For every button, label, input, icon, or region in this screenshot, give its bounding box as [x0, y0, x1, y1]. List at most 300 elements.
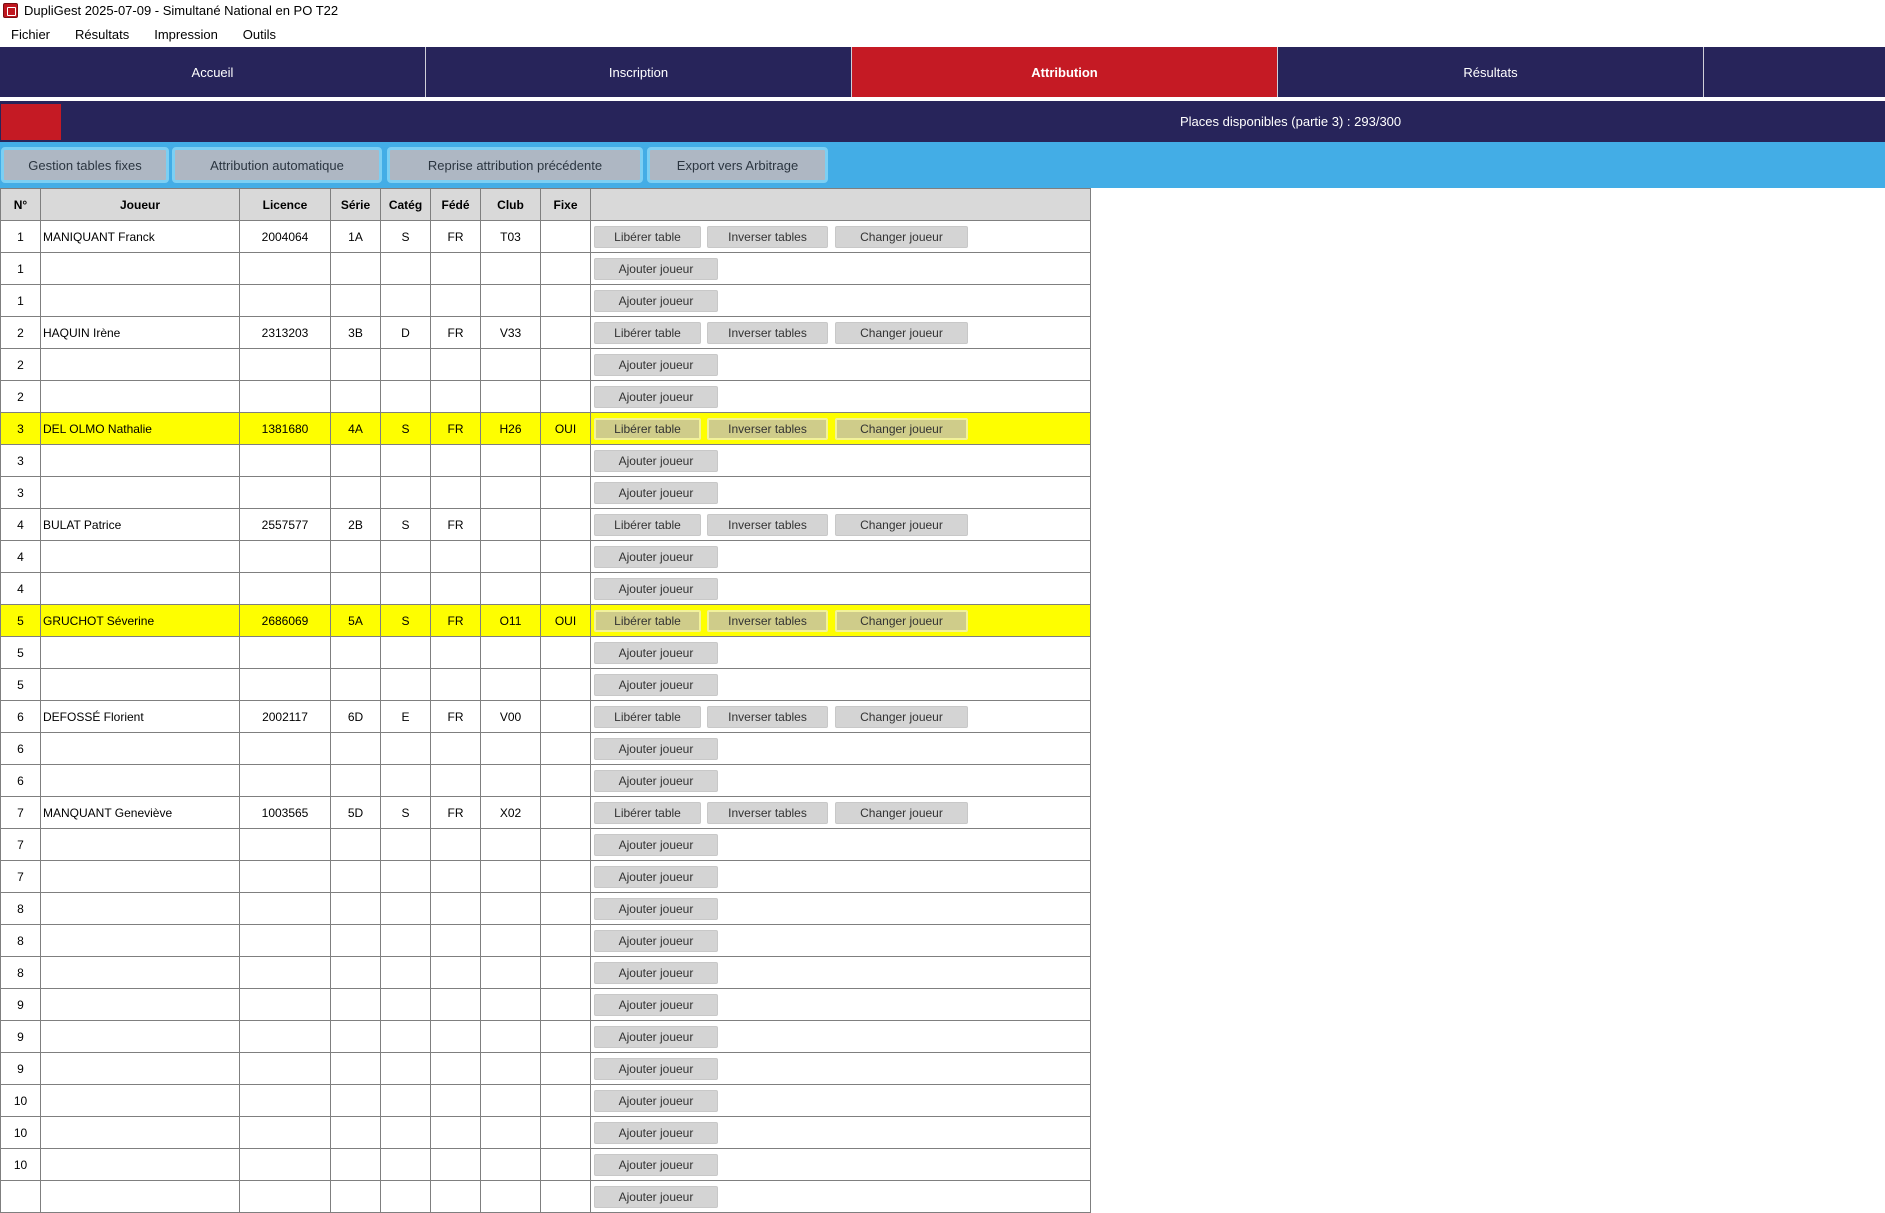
cell-club	[481, 957, 541, 989]
col-header-club[interactable]: Club	[481, 189, 541, 221]
ajouter-joueur-button[interactable]: Ajouter joueur	[594, 482, 718, 504]
cell-joueur: GRUCHOT Séverine	[41, 605, 240, 637]
menu-fichier[interactable]: Fichier	[11, 27, 51, 42]
cell-club	[481, 637, 541, 669]
col-header-fixe[interactable]: Fixe	[541, 189, 591, 221]
cell-categ	[381, 669, 431, 701]
cell-fede	[431, 669, 481, 701]
ajouter-joueur-button[interactable]: Ajouter joueur	[594, 354, 718, 376]
cell-fede	[431, 381, 481, 413]
cell-fede	[431, 861, 481, 893]
inverser-tables-button[interactable]: Inverser tables	[707, 610, 828, 632]
cell-num: 6	[1, 701, 41, 733]
cell-fixe	[541, 701, 591, 733]
cell-fede	[431, 829, 481, 861]
cell-joueur: MANIQUANT Franck	[41, 221, 240, 253]
cell-actions	[591, 605, 1091, 637]
liberer-table-button[interactable]: Libérer table	[594, 802, 701, 824]
col-header-actions	[591, 189, 1091, 221]
cell-licence	[240, 861, 331, 893]
ajouter-joueur-button[interactable]: Ajouter joueur	[594, 258, 718, 280]
table-row[interactable]	[1, 989, 1091, 1021]
cell-fede	[431, 1181, 481, 1213]
cell-actions	[591, 1053, 1091, 1085]
col-header-joueur[interactable]: Joueur	[41, 189, 240, 221]
cell-licence	[240, 637, 331, 669]
cell-fede	[431, 925, 481, 957]
cell-num: 3	[1, 445, 41, 477]
cell-num: 10	[1, 1085, 41, 1117]
cell-categ	[381, 861, 431, 893]
table-row[interactable]	[1, 413, 1091, 445]
cell-joueur	[41, 925, 240, 957]
cell-club	[481, 1149, 541, 1181]
cell-club	[481, 861, 541, 893]
cell-joueur	[41, 1181, 240, 1213]
cell-club: O11	[481, 605, 541, 637]
cell-club	[481, 669, 541, 701]
cell-actions	[591, 541, 1091, 573]
cell-joueur	[41, 765, 240, 797]
changer-joueur-button[interactable]: Changer joueur	[835, 418, 968, 440]
cell-num: 1	[1, 221, 41, 253]
cell-actions	[591, 381, 1091, 413]
cell-serie: 1A	[331, 221, 381, 253]
attribution-automatique-button[interactable]: Attribution automatique	[172, 147, 382, 183]
cell-licence	[240, 733, 331, 765]
main-tabs	[0, 47, 1885, 97]
cell-categ	[381, 1149, 431, 1181]
ajouter-joueur-button[interactable]: Ajouter joueur	[594, 386, 718, 408]
inverser-tables-button[interactable]: Inverser tables	[707, 706, 828, 728]
cell-actions	[591, 829, 1091, 861]
cell-joueur	[41, 541, 240, 573]
cell-num: 9	[1, 989, 41, 1021]
changer-joueur-button[interactable]: Changer joueur	[835, 226, 968, 248]
cell-serie	[331, 1149, 381, 1181]
inverser-tables-button[interactable]: Inverser tables	[707, 322, 828, 344]
cell-licence: 2002117	[240, 701, 331, 733]
cell-joueur	[41, 669, 240, 701]
cell-fede: FR	[431, 701, 481, 733]
cell-club: V00	[481, 701, 541, 733]
cell-num: 3	[1, 477, 41, 509]
cell-num: 10	[1, 1149, 41, 1181]
cell-club	[481, 733, 541, 765]
ajouter-joueur-button[interactable]: Ajouter joueur	[594, 674, 718, 696]
table-row[interactable]	[1, 509, 1091, 541]
ajouter-joueur-button[interactable]: Ajouter joueur	[594, 450, 718, 472]
cell-fede: FR	[431, 413, 481, 445]
cell-actions	[591, 925, 1091, 957]
cell-fixe	[541, 253, 591, 285]
table-row[interactable]	[1, 669, 1091, 701]
cell-licence	[240, 541, 331, 573]
cell-serie	[331, 637, 381, 669]
ajouter-joueur-button[interactable]: Ajouter joueur	[594, 1186, 718, 1208]
cell-licence: 1003565	[240, 797, 331, 829]
cell-categ	[381, 989, 431, 1021]
cell-fixe	[541, 893, 591, 925]
cell-joueur	[41, 733, 240, 765]
reprise-attribution-button[interactable]: Reprise attribution précédente	[387, 147, 643, 183]
cell-serie: 4A	[331, 413, 381, 445]
col-header-licence[interactable]: Licence	[240, 189, 331, 221]
ajouter-joueur-button[interactable]: Ajouter joueur	[594, 770, 718, 792]
cell-joueur	[41, 477, 240, 509]
changer-joueur-button[interactable]: Changer joueur	[835, 322, 968, 344]
liberer-table-button[interactable]: Libérer table	[594, 418, 701, 440]
cell-serie	[331, 733, 381, 765]
cell-fixe	[541, 477, 591, 509]
cell-categ	[381, 445, 431, 477]
cell-categ	[381, 957, 431, 989]
table-row[interactable]	[1, 1117, 1091, 1149]
col-header-fede[interactable]: Fédé	[431, 189, 481, 221]
table-row[interactable]	[1, 797, 1091, 829]
inverser-tables-button[interactable]: Inverser tables	[707, 514, 828, 536]
cell-fede	[431, 765, 481, 797]
table-row[interactable]	[1, 733, 1091, 765]
cell-serie	[331, 445, 381, 477]
cell-num: 7	[1, 829, 41, 861]
cell-serie	[331, 381, 381, 413]
cell-club	[481, 509, 541, 541]
cell-fixe	[541, 1021, 591, 1053]
cell-fixe	[541, 829, 591, 861]
cell-fede	[431, 1117, 481, 1149]
cell-num: 4	[1, 541, 41, 573]
cell-actions	[591, 765, 1091, 797]
cell-club	[481, 1117, 541, 1149]
cell-club	[481, 1181, 541, 1213]
cell-licence: 2313203	[240, 317, 331, 349]
cell-fede	[431, 253, 481, 285]
table-row[interactable]	[1, 605, 1091, 637]
col-header-categ[interactable]: Catég	[381, 189, 431, 221]
cell-licence	[240, 253, 331, 285]
cell-num: 2	[1, 317, 41, 349]
cell-categ	[381, 1117, 431, 1149]
cell-fixe	[541, 221, 591, 253]
cell-joueur	[41, 861, 240, 893]
places-disponibles: Places disponibles (partie 3) : 293/300	[1180, 114, 1402, 129]
col-header-num[interactable]: N°	[1, 189, 41, 221]
cell-serie	[331, 477, 381, 509]
cell-serie	[331, 1117, 381, 1149]
liberer-table-button[interactable]: Libérer table	[594, 226, 701, 248]
ajouter-joueur-button[interactable]: Ajouter joueur	[594, 962, 718, 984]
cell-actions	[591, 1181, 1091, 1213]
cell-licence	[240, 477, 331, 509]
cell-licence	[240, 1117, 331, 1149]
changer-joueur-button[interactable]: Changer joueur	[835, 514, 968, 536]
window-title: DupliGest 2025-07-09 - Simultané National en PO T22	[24, 3, 339, 18]
ajouter-joueur-button[interactable]: Ajouter joueur	[594, 642, 718, 664]
cell-fede: FR	[431, 221, 481, 253]
cell-actions	[591, 637, 1091, 669]
cell-serie	[331, 541, 381, 573]
cell-num: 8	[1, 893, 41, 925]
table-row[interactable]	[1, 1085, 1091, 1117]
cell-categ	[381, 925, 431, 957]
cell-licence	[240, 989, 331, 1021]
table-row[interactable]	[1, 1149, 1091, 1181]
cell-num: 7	[1, 797, 41, 829]
table-row[interactable]	[1, 381, 1091, 413]
table-row[interactable]	[1, 285, 1091, 317]
table-row[interactable]	[1, 221, 1091, 253]
cell-fixe	[541, 925, 591, 957]
table-row[interactable]	[1, 637, 1091, 669]
cell-serie	[331, 893, 381, 925]
table-row[interactable]	[1, 957, 1091, 989]
inverser-tables-button[interactable]: Inverser tables	[707, 418, 828, 440]
tab-more[interactable]	[1704, 47, 1885, 97]
cell-club	[481, 765, 541, 797]
menu-impression[interactable]: Impression	[154, 27, 218, 42]
cell-fixe	[541, 317, 591, 349]
cell-actions	[591, 861, 1091, 893]
cell-licence: 2004064	[240, 221, 331, 253]
cell-club	[481, 1021, 541, 1053]
cell-fede	[431, 285, 481, 317]
cell-fede	[431, 1149, 481, 1181]
ajouter-joueur-button[interactable]: Ajouter joueur	[594, 1058, 718, 1080]
cell-joueur: MANQUANT Geneviève	[41, 797, 240, 829]
tab-resultats[interactable]: Résultats	[1278, 47, 1704, 97]
table-row[interactable]	[1, 893, 1091, 925]
cell-fede	[431, 1053, 481, 1085]
ajouter-joueur-button[interactable]: Ajouter joueur	[594, 866, 718, 888]
cell-num: 1	[1, 285, 41, 317]
cell-num: 9	[1, 1021, 41, 1053]
export-arbitrage-button[interactable]: Export vers Arbitrage	[647, 147, 828, 183]
ajouter-joueur-button[interactable]: Ajouter joueur	[594, 1026, 718, 1048]
cell-licence: 2557577	[240, 509, 331, 541]
cell-fede: FR	[431, 605, 481, 637]
cell-fixe	[541, 1149, 591, 1181]
cell-categ	[381, 253, 431, 285]
cell-club	[481, 573, 541, 605]
ajouter-joueur-button[interactable]: Ajouter joueur	[594, 1122, 718, 1144]
cell-serie	[331, 861, 381, 893]
menu-outils[interactable]: Outils	[242, 27, 277, 42]
inverser-tables-button[interactable]: Inverser tables	[707, 226, 828, 248]
cell-joueur	[41, 829, 240, 861]
table-row[interactable]	[1, 861, 1091, 893]
cell-joueur	[41, 381, 240, 413]
cell-joueur	[41, 637, 240, 669]
cell-actions	[591, 477, 1091, 509]
cell-licence	[240, 1021, 331, 1053]
cell-fede	[431, 893, 481, 925]
cell-club: H26	[481, 413, 541, 445]
table-row[interactable]	[1, 445, 1091, 477]
cell-fixe	[541, 285, 591, 317]
col-header-serie[interactable]: Série	[331, 189, 381, 221]
liberer-table-button[interactable]: Libérer table	[594, 514, 701, 536]
ajouter-joueur-button[interactable]: Ajouter joueur	[594, 546, 718, 568]
tab-inscription[interactable]: Inscription	[426, 47, 852, 97]
cell-club	[481, 381, 541, 413]
cell-licence	[240, 829, 331, 861]
cell-fede	[431, 1021, 481, 1053]
cell-fede	[431, 733, 481, 765]
cell-fixe	[541, 733, 591, 765]
cell-licence	[240, 285, 331, 317]
cell-licence	[240, 957, 331, 989]
cell-serie	[331, 1053, 381, 1085]
ajouter-joueur-button[interactable]: Ajouter joueur	[594, 1154, 718, 1176]
changer-joueur-button[interactable]: Changer joueur	[835, 706, 968, 728]
cell-actions	[591, 253, 1091, 285]
cell-fixe	[541, 349, 591, 381]
cell-fede	[431, 445, 481, 477]
cell-categ	[381, 893, 431, 925]
ajouter-joueur-button[interactable]: Ajouter joueur	[594, 834, 718, 856]
cell-categ	[381, 349, 431, 381]
cell-club: T03	[481, 221, 541, 253]
tab-accueil[interactable]: Accueil	[0, 47, 426, 97]
cell-joueur	[41, 445, 240, 477]
cell-fede	[431, 637, 481, 669]
liberer-table-button[interactable]: Libérer table	[594, 706, 701, 728]
cell-licence	[240, 381, 331, 413]
cell-categ	[381, 285, 431, 317]
cell-joueur	[41, 957, 240, 989]
table-row[interactable]	[1, 1053, 1091, 1085]
cell-categ: S	[381, 797, 431, 829]
cell-actions	[591, 509, 1091, 541]
cell-categ	[381, 477, 431, 509]
cell-num: 4	[1, 573, 41, 605]
ajouter-joueur-button[interactable]: Ajouter joueur	[594, 930, 718, 952]
cell-categ: S	[381, 413, 431, 445]
cell-fede: FR	[431, 797, 481, 829]
cell-serie: 5A	[331, 605, 381, 637]
gestion-tables-fixes-button[interactable]: Gestion tables fixes	[1, 147, 169, 183]
cell-fixe: OUI	[541, 413, 591, 445]
cell-categ: S	[381, 509, 431, 541]
cell-actions	[591, 957, 1091, 989]
table-row[interactable]	[1, 765, 1091, 797]
cell-num: 8	[1, 925, 41, 957]
cell-serie	[331, 829, 381, 861]
cell-fixe	[541, 637, 591, 669]
cell-categ	[381, 765, 431, 797]
changer-joueur-button[interactable]: Changer joueur	[835, 802, 968, 824]
cell-club: V33	[481, 317, 541, 349]
tab-attribution[interactable]: Attribution	[852, 47, 1278, 97]
cell-num: 6	[1, 765, 41, 797]
menu-resultats[interactable]: Résultats	[75, 27, 130, 42]
cell-actions	[591, 1021, 1091, 1053]
cell-categ	[381, 381, 431, 413]
cell-licence	[240, 349, 331, 381]
cell-licence	[240, 1053, 331, 1085]
cell-joueur	[41, 573, 240, 605]
table-row[interactable]	[1, 701, 1091, 733]
ajouter-joueur-button[interactable]: Ajouter joueur	[594, 898, 718, 920]
table-body	[1, 221, 1091, 1213]
cell-num: 2	[1, 381, 41, 413]
cell-fixe	[541, 445, 591, 477]
cell-joueur	[41, 349, 240, 381]
cell-club	[481, 253, 541, 285]
table-row[interactable]	[1, 477, 1091, 509]
cell-num: 5	[1, 669, 41, 701]
ajouter-joueur-button[interactable]: Ajouter joueur	[594, 578, 718, 600]
inverser-tables-button[interactable]: Inverser tables	[707, 802, 828, 824]
cell-actions	[591, 221, 1091, 253]
cell-licence	[240, 669, 331, 701]
cell-club	[481, 1053, 541, 1085]
liberer-table-button[interactable]: Libérer table	[594, 322, 701, 344]
cell-joueur	[41, 1117, 240, 1149]
cell-fixe: OUI	[541, 605, 591, 637]
table-row[interactable]	[1, 1181, 1091, 1213]
cell-club	[481, 445, 541, 477]
cell-fede	[431, 349, 481, 381]
table-row[interactable]	[1, 573, 1091, 605]
cell-actions	[591, 1085, 1091, 1117]
ajouter-joueur-button[interactable]: Ajouter joueur	[594, 290, 718, 312]
table-row[interactable]	[1, 349, 1091, 381]
changer-joueur-button[interactable]: Changer joueur	[835, 610, 968, 632]
cell-actions	[591, 1149, 1091, 1181]
cell-actions	[591, 573, 1091, 605]
table-row[interactable]	[1, 253, 1091, 285]
cell-licence: 1381680	[240, 413, 331, 445]
cell-joueur	[41, 1021, 240, 1053]
cell-club: X02	[481, 797, 541, 829]
table-row[interactable]	[1, 829, 1091, 861]
cell-actions	[591, 701, 1091, 733]
cell-categ: S	[381, 605, 431, 637]
ajouter-joueur-button[interactable]: Ajouter joueur	[594, 1090, 718, 1112]
cell-fixe	[541, 541, 591, 573]
cell-categ	[381, 1085, 431, 1117]
ajouter-joueur-button[interactable]: Ajouter joueur	[594, 738, 718, 760]
cell-num: 3	[1, 413, 41, 445]
cell-actions	[591, 317, 1091, 349]
cell-joueur: HAQUIN Irène	[41, 317, 240, 349]
cell-club	[481, 925, 541, 957]
cell-club	[481, 829, 541, 861]
cell-joueur: DEL OLMO Nathalie	[41, 413, 240, 445]
table-row[interactable]	[1, 541, 1091, 573]
cell-fixe	[541, 509, 591, 541]
title-bar	[0, 0, 1885, 21]
table-row[interactable]	[1, 317, 1091, 349]
cell-num: 1	[1, 253, 41, 285]
cell-fixe	[541, 765, 591, 797]
cell-licence	[240, 445, 331, 477]
liberer-table-button[interactable]: Libérer table	[594, 610, 701, 632]
cell-fede	[431, 1085, 481, 1117]
cell-joueur	[41, 989, 240, 1021]
ajouter-joueur-button[interactable]: Ajouter joueur	[594, 994, 718, 1016]
cell-fixe	[541, 381, 591, 413]
table-row[interactable]	[1, 1021, 1091, 1053]
cell-joueur	[41, 1085, 240, 1117]
cell-categ	[381, 1053, 431, 1085]
cell-categ	[381, 733, 431, 765]
table-row[interactable]	[1, 925, 1091, 957]
cell-licence: 2686069	[240, 605, 331, 637]
cell-licence	[240, 765, 331, 797]
